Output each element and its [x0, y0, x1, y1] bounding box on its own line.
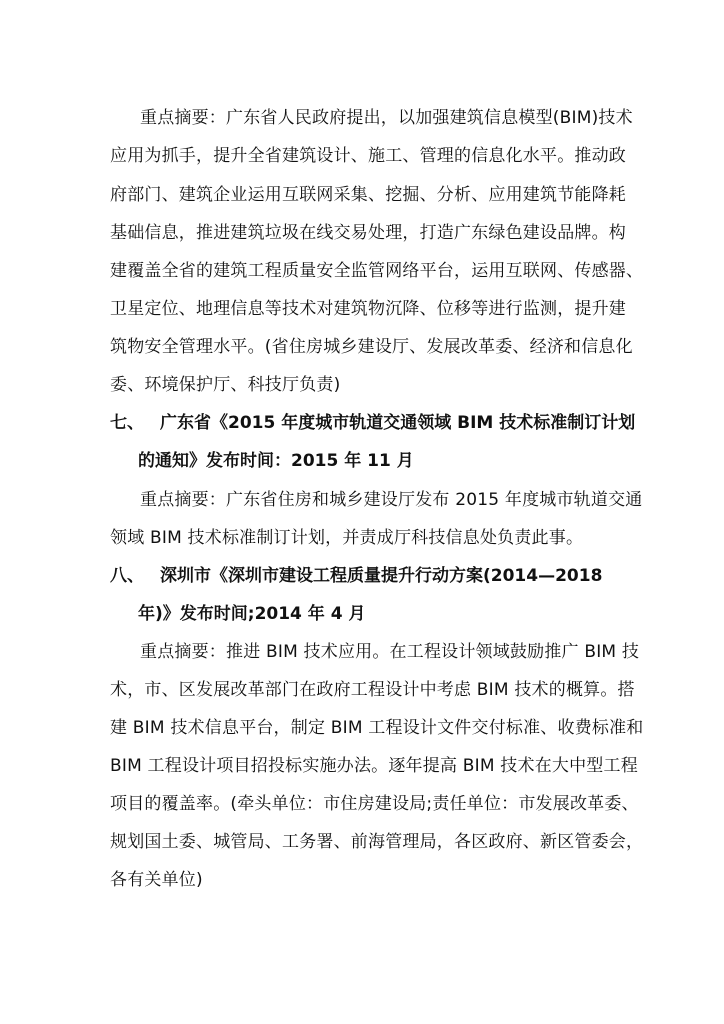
- paragraph-line: 领域 BIM 技术标准制订计划，并责成厅科技信息处负责此事。: [110, 528, 584, 548]
- section-title-continued: 的通知》发布时间：2015 年 11 月: [138, 451, 414, 471]
- section-number: 七、: [110, 413, 144, 433]
- paragraph-line: 重点摘要：推进 BIM 技术应用。在工程设计领域鼓励推广 BIM 技: [140, 642, 640, 662]
- paragraph-line: 项目的覆盖率。(牵头单位：市住房建设局;责任单位：市发展改革委、: [110, 794, 639, 814]
- paragraph-line: 建覆盖全省的建筑工程质量安全监管网络平台，运用互联网、传感器、: [110, 261, 644, 281]
- section-heading: [110, 411, 636, 435]
- paragraph-line: 重点摘要：广东省住房和城乡建设厅发布 2015 年度城市轨道交通: [140, 490, 643, 510]
- paragraph-line: 委、环境保护厅、科技厅负责): [110, 375, 341, 395]
- section-title: 广东省《2015 年度城市轨道交通领域 BIM 技术标准制订计划: [160, 413, 636, 433]
- paragraph-line: 筑物安全管理水平。(省住房城乡建设厅、发展改革委、经济和信息化: [110, 337, 633, 357]
- paragraph-line: 术，市、区发展改革部门在政府工程设计中考虑 BIM 技术的概算。搭: [110, 680, 635, 700]
- paragraph-line: 府部门、建筑企业运用互联网采集、挖掘、分析、应用建筑节能降耗: [110, 185, 626, 205]
- section-title: 深圳市《深圳市建设工程质量提升行动方案(2014—2018: [160, 566, 603, 586]
- paragraph-line: 规划国土委、城管局、工务署、前海管理局，各区政府、新区管委会，: [110, 832, 644, 852]
- paragraph-line: 建 BIM 技术信息平台，制定 BIM 工程设计文件交付标准、收费标准和: [110, 718, 644, 738]
- paragraph-line: 各有关单位): [110, 870, 203, 890]
- section-number: 八、: [110, 566, 144, 586]
- section-title-continued: 年)》发布时间;2014 年 4 月: [138, 604, 366, 624]
- section-heading: [110, 564, 610, 588]
- paragraph-line: 基础信息，推进建筑垃圾在线交易处理，打造广东绿色建设品牌。构: [110, 223, 626, 243]
- paragraph-line: 卫星定位、地理信息等技术对建筑物沉降、位移等进行监测，提升建: [110, 299, 626, 319]
- paragraph-line: BIM 工程设计项目招投标实施办法。逐年提高 BIM 技术在大中型工程: [110, 756, 638, 776]
- paragraph-line: 重点摘要：广东省人民政府提出，以加强建筑信息模型(BIM)技术: [140, 108, 633, 128]
- paragraph-line: 应用为抓手，提升全省建筑设计、施工、管理的信息化水平。推动政: [110, 146, 626, 166]
